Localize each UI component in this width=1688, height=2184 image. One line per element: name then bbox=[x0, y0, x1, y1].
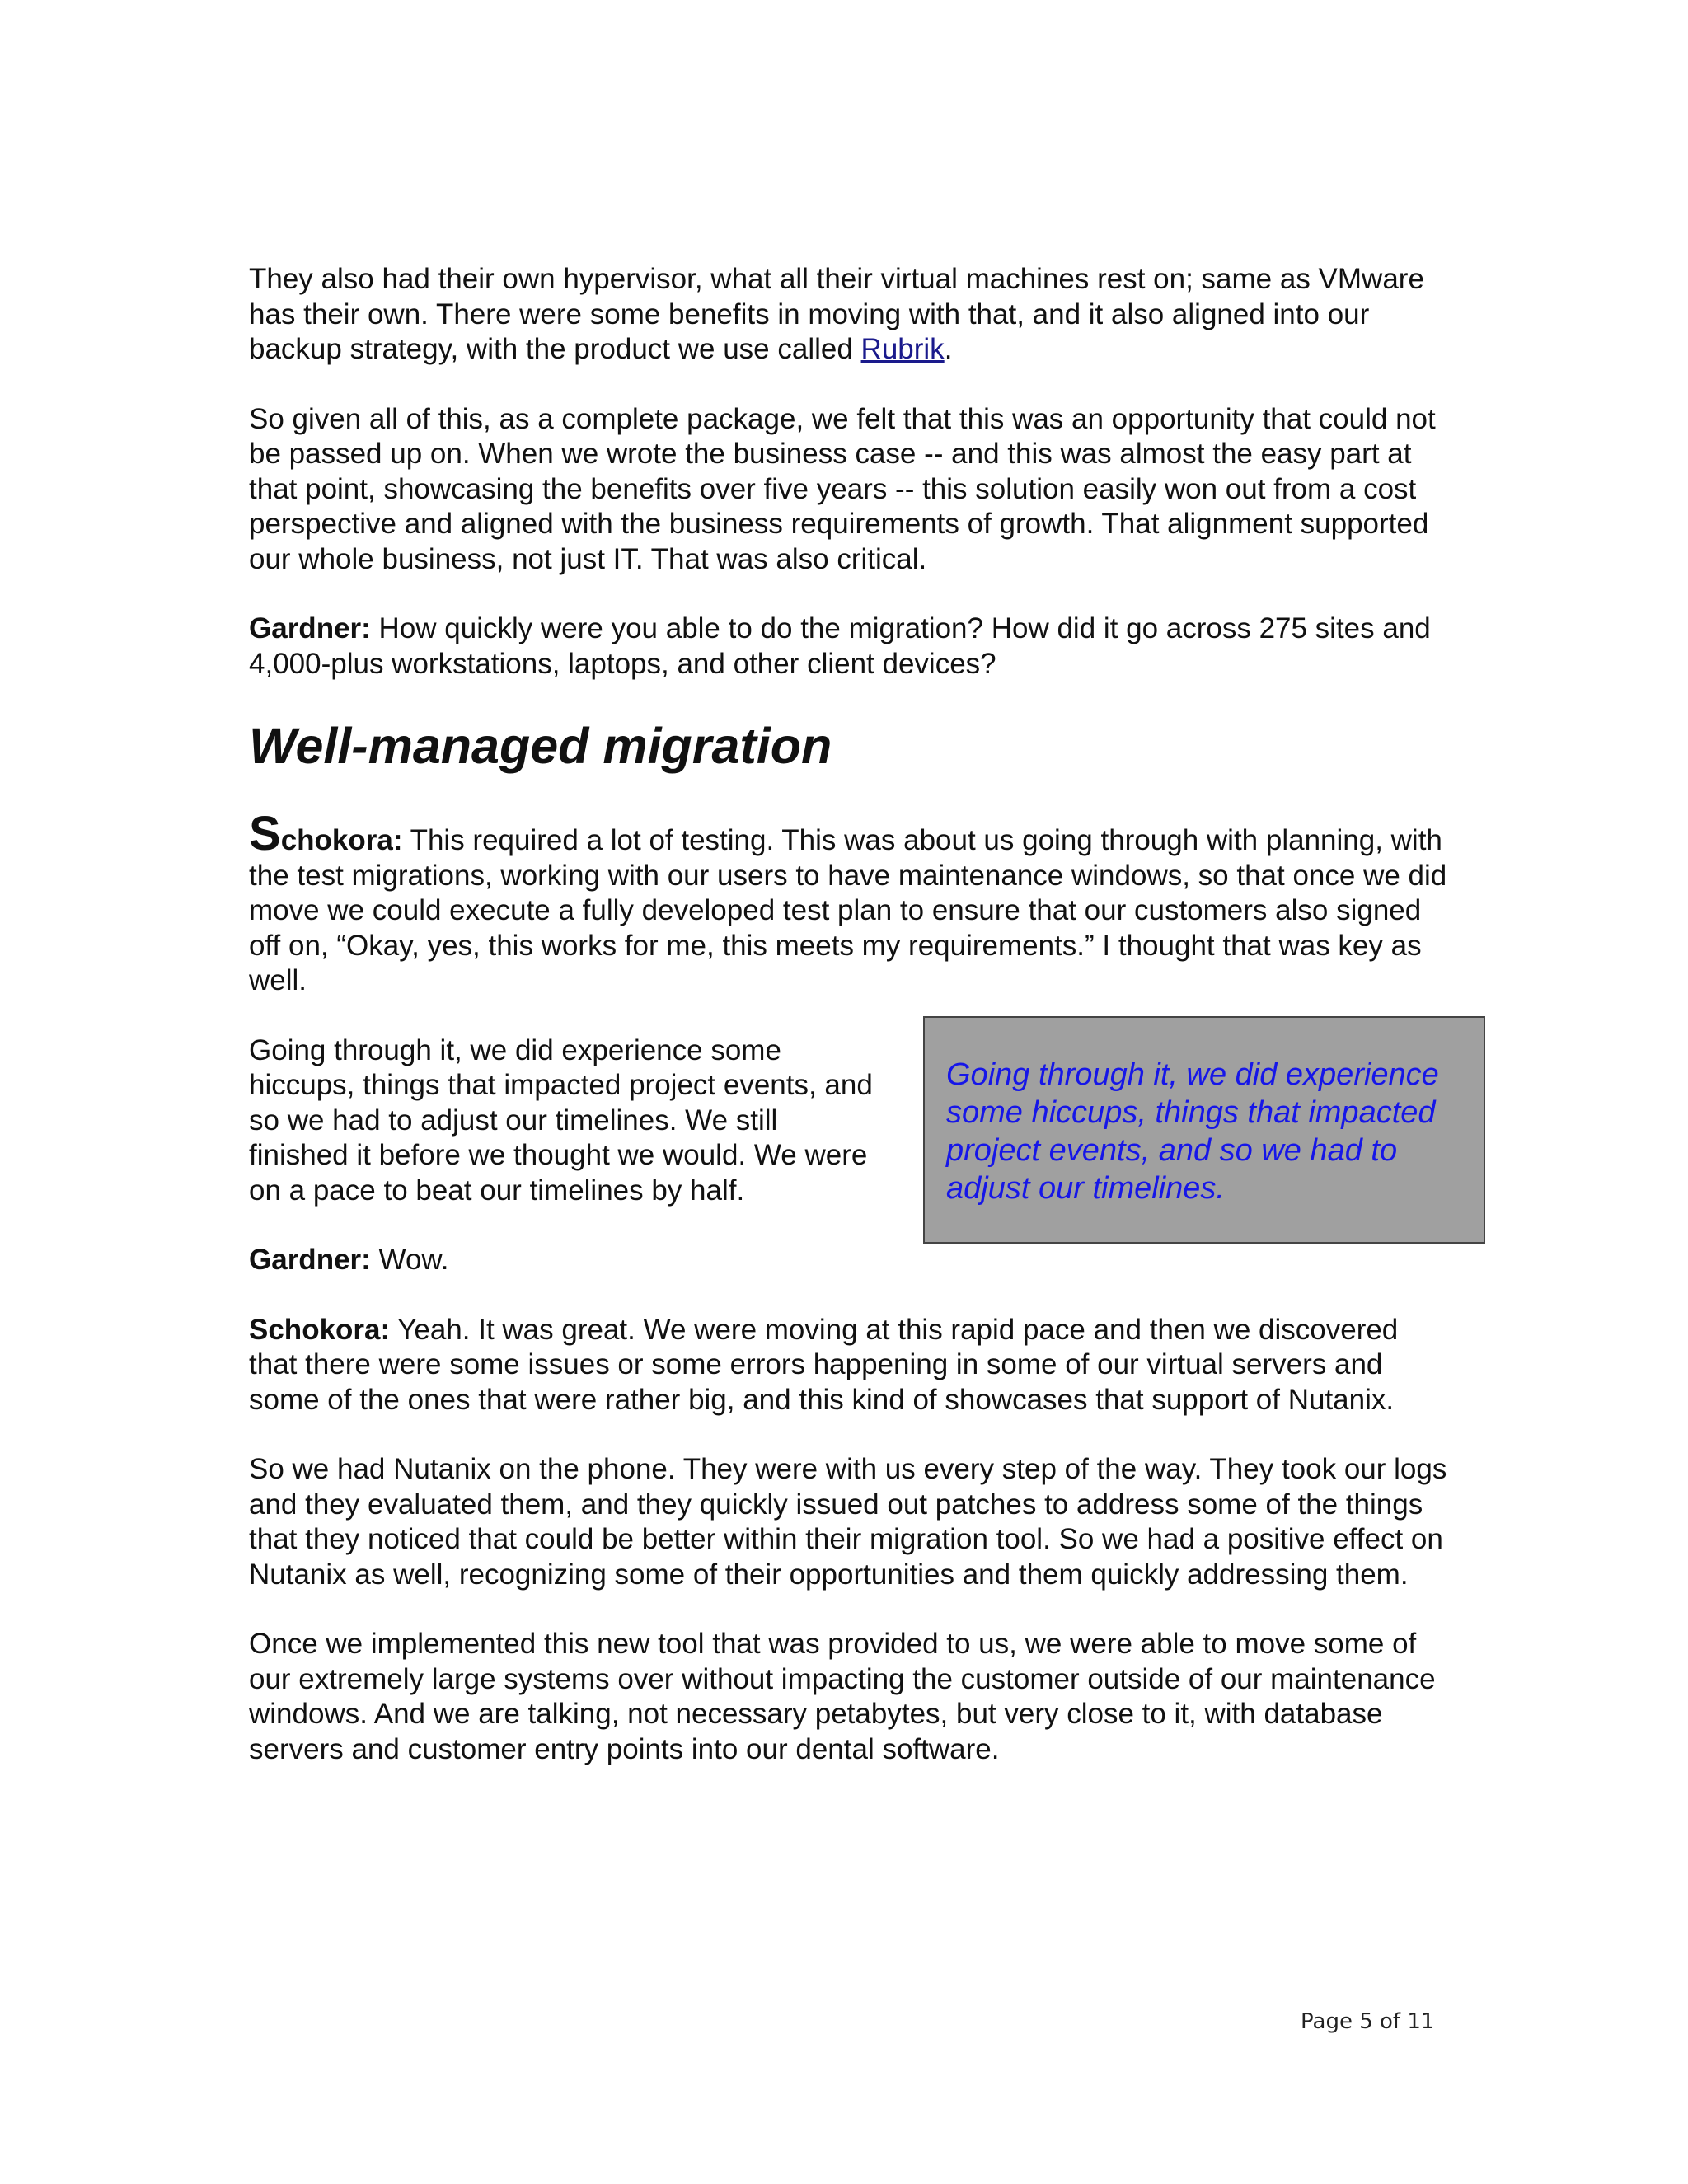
paragraph-text: They also had their own hypervisor, what all their virtual machines rest on; same as VMware has their own. There were some benefits in moving with that, and it also aligned into our backup strategy, with the product we use called bbox=[249, 263, 1424, 365]
paragraph-hiccups: Going through it, we did experience some hiccups, things that impacted project events, and so we had to adjust our timelines. We still finished it before we thought we would. We were on a pace to beat our timelines by half. bbox=[249, 1033, 873, 1207]
page-number: Page 5 of 11 bbox=[1301, 2009, 1435, 2034]
paragraph-hypervisor bbox=[249, 262, 1452, 368]
drop-cap: S bbox=[249, 807, 281, 860]
section-heading: Well-managed migration bbox=[249, 718, 832, 774]
speaker-label: Gardner: bbox=[249, 1244, 371, 1276]
paragraph-schokora-issues bbox=[249, 1313, 1452, 1418]
paragraph-text: Yeah. It was great. We were moving at this rapid pace and then we discovered that there were some issues or some errors happening in some of our virtual servers and some of the ones that were rather big, and this kind of showcases that support of Nutanix. bbox=[249, 1313, 1399, 1416]
paragraph-nutanix-support: So we had Nutanix on the phone. They were with us every step of the way. They took our logs and they evaluated them, and they quickly issued out patches to address some of the things that they noticed that could be better within their migration tool. So we had a positive effect on Nutanix as well, recognizing some of their opportunities and them quickly addressing them. bbox=[249, 1453, 1447, 1591]
paragraph-gardner-question bbox=[249, 612, 1452, 682]
rubrik-link[interactable]: Rubrik bbox=[860, 333, 945, 365]
paragraph-text: This required a lot of testing. This was about us going through with planning, with the test migrations, working with our users to have maintenance windows, so that once we did move we could execute a fully developed test plan to ensure that our customers also signed off on, “Okay, yes, this works for me, this meets my requirements.” I thought that was key as well. bbox=[249, 824, 1447, 996]
paragraph-text: . bbox=[944, 333, 953, 365]
paragraph-text: How quickly were you able to do the migration? How did it go across 275 sites and 4,000-plus workstations, laptops, and other client devices? bbox=[249, 612, 1431, 680]
speaker-label: Schokora: bbox=[249, 1313, 391, 1346]
speaker-label: chokora: bbox=[280, 824, 403, 856]
paragraph-new-tool: Once we implemented this new tool that was provided to us, we were able to move some of our extremely large systems over without impacting the customer outside of our maintenance windows. And we are talking, not necessary petabytes, but very close to it, with database servers and customer entry points into our dental software. bbox=[249, 1628, 1436, 1765]
paragraph-schokora-testing bbox=[249, 807, 1452, 999]
paragraph-gardner-wow bbox=[249, 1243, 1452, 1278]
paragraph-business-case: So given all of this, as a complete package, we felt that this was an opportunity that could not be passed up on. When we wrote the business case -- and this was almost the easy part at that point, showcasing the benefits over five years -- this solution easily won out from a cost perspective and aligned with the business requirements of growth. That alignment supported our whole business, not just IT. That was also critical. bbox=[249, 402, 1436, 575]
speaker-label: Gardner: bbox=[249, 612, 371, 644]
paragraph-text: Wow. bbox=[370, 1244, 449, 1276]
pull-quote: Going through it, we did experience some hiccups, things that impacted project events, and so we had to adjust our timelines. bbox=[923, 1016, 1485, 1244]
